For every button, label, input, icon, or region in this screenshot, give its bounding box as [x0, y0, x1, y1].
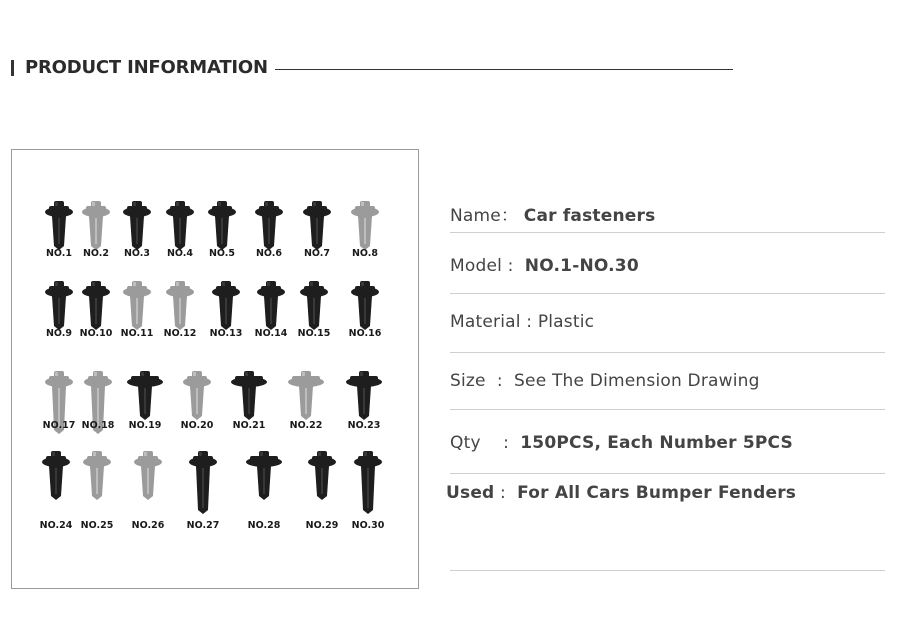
spec-qty-label: Qty — [450, 433, 481, 453]
fastener-label: NO.12 — [163, 328, 197, 339]
fastener-item — [343, 278, 387, 360]
spec-name-label: Name — [450, 206, 501, 226]
fastener-icon — [300, 448, 344, 518]
fastener-item — [115, 198, 159, 280]
fastener-item — [292, 278, 336, 360]
fastener-item — [115, 278, 159, 360]
fastener-item — [242, 448, 286, 530]
fastener-item — [126, 448, 170, 530]
fastener-label: NO.4 — [166, 248, 194, 259]
fastener-label: NO.3 — [123, 248, 151, 259]
fastener-icon — [34, 448, 78, 518]
fastener-label: NO.26 — [131, 520, 165, 531]
fastener-item — [158, 198, 202, 280]
header-divider — [275, 69, 733, 70]
spec-material-label: Material — [450, 312, 521, 332]
spec-name-row — [450, 201, 885, 226]
fastener-icon — [242, 448, 286, 518]
fastener-label: NO.8 — [351, 248, 379, 259]
fastener-item — [343, 198, 387, 280]
fastener-icon — [126, 448, 170, 518]
fastener-item — [75, 448, 119, 530]
fastener-label: NO.14 — [254, 328, 288, 339]
fastener-label: NO.2 — [82, 248, 110, 259]
fastener-item — [342, 368, 386, 450]
product-image-panel — [11, 149, 419, 589]
fastener-label: NO.22 — [289, 420, 323, 431]
section-title: PRODUCT INFORMATION — [25, 57, 268, 78]
fastener-item — [346, 448, 390, 530]
fastener-label: NO.24 — [39, 520, 73, 531]
fastener-item — [37, 368, 81, 450]
header-accent-bar — [11, 60, 14, 76]
spec-size-row — [450, 371, 885, 391]
spec-divider — [450, 473, 885, 474]
fastener-item — [175, 368, 219, 450]
spec-model-row — [450, 256, 885, 276]
spec-material-sep: : — [520, 312, 538, 332]
fastener-item — [227, 368, 271, 450]
spec-divider — [450, 352, 885, 353]
fastener-label: NO.29 — [305, 520, 339, 531]
fastener-label: NO.11 — [120, 328, 154, 339]
spec-used-row — [446, 483, 881, 503]
fastener-item — [76, 368, 120, 450]
fastener-item — [300, 448, 344, 530]
spec-qty-value: 150PCS, Each Number 5PCS — [520, 433, 793, 453]
fastener-label: NO.20 — [180, 420, 214, 431]
spec-material-value: Plastic — [537, 312, 595, 332]
fastener-item — [123, 368, 167, 450]
spec-divider — [450, 232, 885, 233]
fastener-item — [204, 278, 248, 360]
fastener-item — [247, 198, 291, 280]
fastener-label: NO.5 — [208, 248, 236, 259]
spec-used-value: For All Cars Bumper Fenders — [517, 483, 797, 503]
fastener-icon — [346, 448, 390, 518]
fastener-item — [249, 278, 293, 360]
fastener-label: NO.18 — [81, 420, 115, 431]
fastener-label: NO.13 — [209, 328, 243, 339]
fastener-icon — [181, 448, 225, 518]
spec-name-value: Car fasteners — [523, 206, 656, 226]
fastener-label: NO.16 — [348, 328, 382, 339]
spec-model-label: Model — [450, 256, 503, 276]
fastener-label: NO.27 — [186, 520, 220, 531]
spec-qty-row — [450, 433, 885, 453]
spec-size-sep: : — [485, 371, 515, 391]
spec-material-row — [450, 312, 885, 332]
fastener-item — [74, 198, 118, 280]
fastener-label: NO.30 — [351, 520, 385, 531]
fastener-label: NO.9 — [45, 328, 73, 339]
spec-model-sep: : — [502, 256, 525, 276]
spec-size-value: See The Dimension Drawing — [514, 371, 760, 391]
fastener-item — [158, 278, 202, 360]
spec-size-label: Size — [450, 371, 486, 391]
spec-name-sep: ： — [500, 206, 524, 226]
spec-used-label: Used — [446, 483, 495, 503]
spec-model-value: NO.1-NO.30 — [524, 256, 639, 276]
spec-divider — [450, 409, 885, 410]
fastener-grid — [12, 150, 418, 588]
fastener-label: NO.1 — [45, 248, 73, 259]
fastener-item — [34, 448, 78, 530]
fastener-label: NO.15 — [297, 328, 331, 339]
fastener-label: NO.7 — [303, 248, 331, 259]
spec-divider — [450, 570, 885, 571]
fastener-item — [295, 198, 339, 280]
fastener-item — [284, 368, 328, 450]
spec-used-sep: : — [494, 483, 518, 503]
fastener-icon — [75, 448, 119, 518]
spec-qty-sep: : — [480, 433, 521, 453]
fastener-item — [200, 198, 244, 280]
fastener-label: NO.28 — [247, 520, 281, 531]
fastener-item — [74, 278, 118, 360]
fastener-label: NO.6 — [255, 248, 283, 259]
spec-divider — [450, 293, 885, 294]
fastener-label: NO.25 — [80, 520, 114, 531]
fastener-label: NO.17 — [42, 420, 76, 431]
fastener-label: NO.19 — [128, 420, 162, 431]
fastener-item — [181, 448, 225, 530]
fastener-label: NO.21 — [232, 420, 266, 431]
fastener-label: NO.10 — [79, 328, 113, 339]
fastener-label: NO.23 — [347, 420, 381, 431]
